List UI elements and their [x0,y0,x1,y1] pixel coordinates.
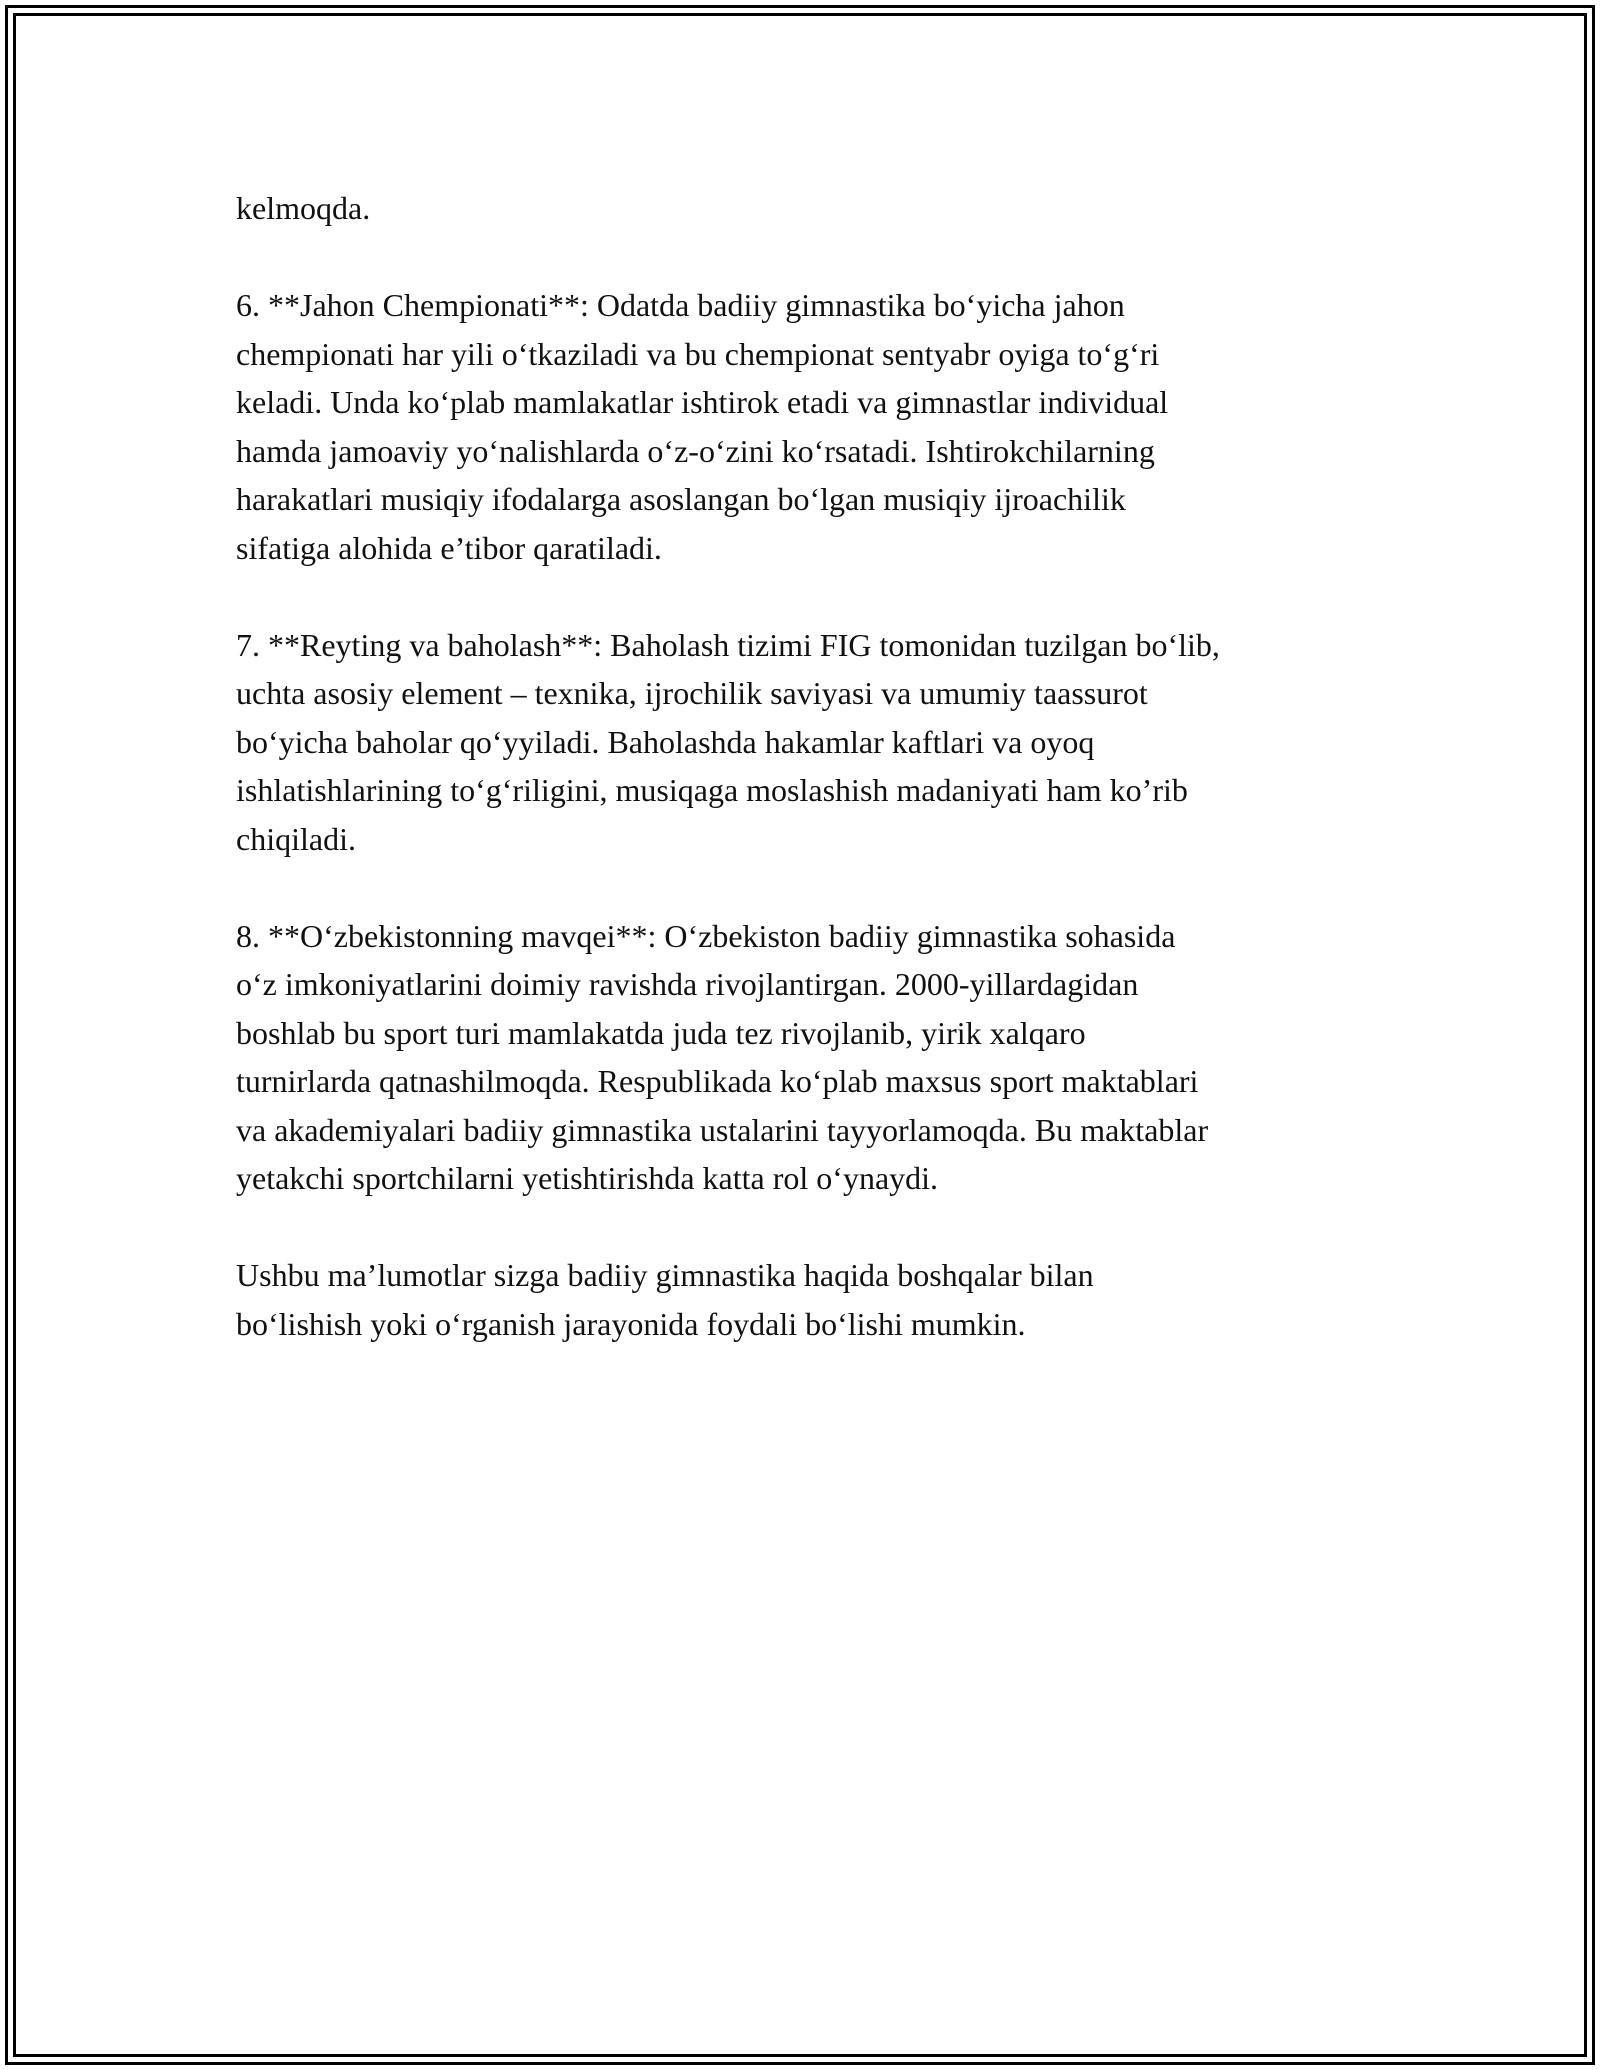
text-line: va akademiyalari badiiy gimnastika ustalarini tayyorlamoqda. Bu maktablar [236,1111,1209,1148]
text-line: keladi. Unda ko‘plab mamlakatlar ishtirok etadi va gimnastlar individual [236,384,1169,420]
text-line: bo‘lishish yoki o‘rganish jarayonida foydali bo‘lishi mumkin. [236,1305,1026,1342]
text-line: boshlab bu sport turi mamlakatda juda tez rivojlanib, yirik xalqaro [236,1014,1086,1051]
document-body [236,184,1396,1397]
text-line: ishlatishlarining to‘g‘riligini, musiqaga moslashish madaniyati ham ko’rib [236,772,1188,808]
text-line: hamda jamoaviy yo‘nalishlarda o‘z-o‘zini ko‘rsatadi. Ishtirokchilarning [236,432,1155,469]
text-line: kelmoqda. [236,190,371,226]
text-line: turnirlarda qatnashilmoqda. Respublikada ko‘plab maxsus sport maktablari [236,1063,1199,1099]
text-line: sifatiga alohida e’tibor qaratiladi. [236,529,662,566]
paragraph-item-6-jahon-chempionati [236,281,1396,572]
text-line: bo‘yicha baholar qo‘yyiladi. Baholashda hakamlar kaftlari va oyoq [236,723,1095,760]
text-line: 7. **Reyting va baholash**: Baholash tizimi FIG tomonidan tuzilgan bo‘lib, [236,626,1220,663]
text-line: yetakchi sportchilarni yetishtirishda katta rol o‘ynaydi. [236,1160,939,1196]
paragraph-item-7-reyting-va-baholash [236,621,1396,864]
text-line: 8. **O‘zbekistonning mavqei**: O‘zbekiston badiiy gimnastika sohasida [236,917,1176,954]
text-line: 6. **Jahon Chempionati**: Odatda badiiy gimnastika bo‘yicha jahon [236,287,1125,323]
text-line: chempionati har yili o‘tkaziladi va bu chempionat sentyabr oyiga to‘g‘ri [236,335,1160,372]
paragraph-closing [236,1251,1396,1348]
text-line: uchta asosiy element – texnika, ijrochilik saviyasi va umumiy taassurot [236,675,1148,711]
text-line: chiqiladi. [236,820,356,857]
text-line: o‘z imkoniyatlarini doimiy ravishda rivojlantirgan. 2000-yillardagidan [236,966,1139,1002]
text-line: harakatlari musiqiy ifodalarga asoslangan bo‘lgan musiqiy ijroachilik [236,481,1126,517]
text-line: Ushbu ma’lumotlar sizga badiiy gimnastika haqida boshqalar bilan [236,1257,1094,1293]
paragraph-item-8-ozbekistonning-mavqei [236,912,1396,1203]
paragraph-continuation [236,184,1396,233]
